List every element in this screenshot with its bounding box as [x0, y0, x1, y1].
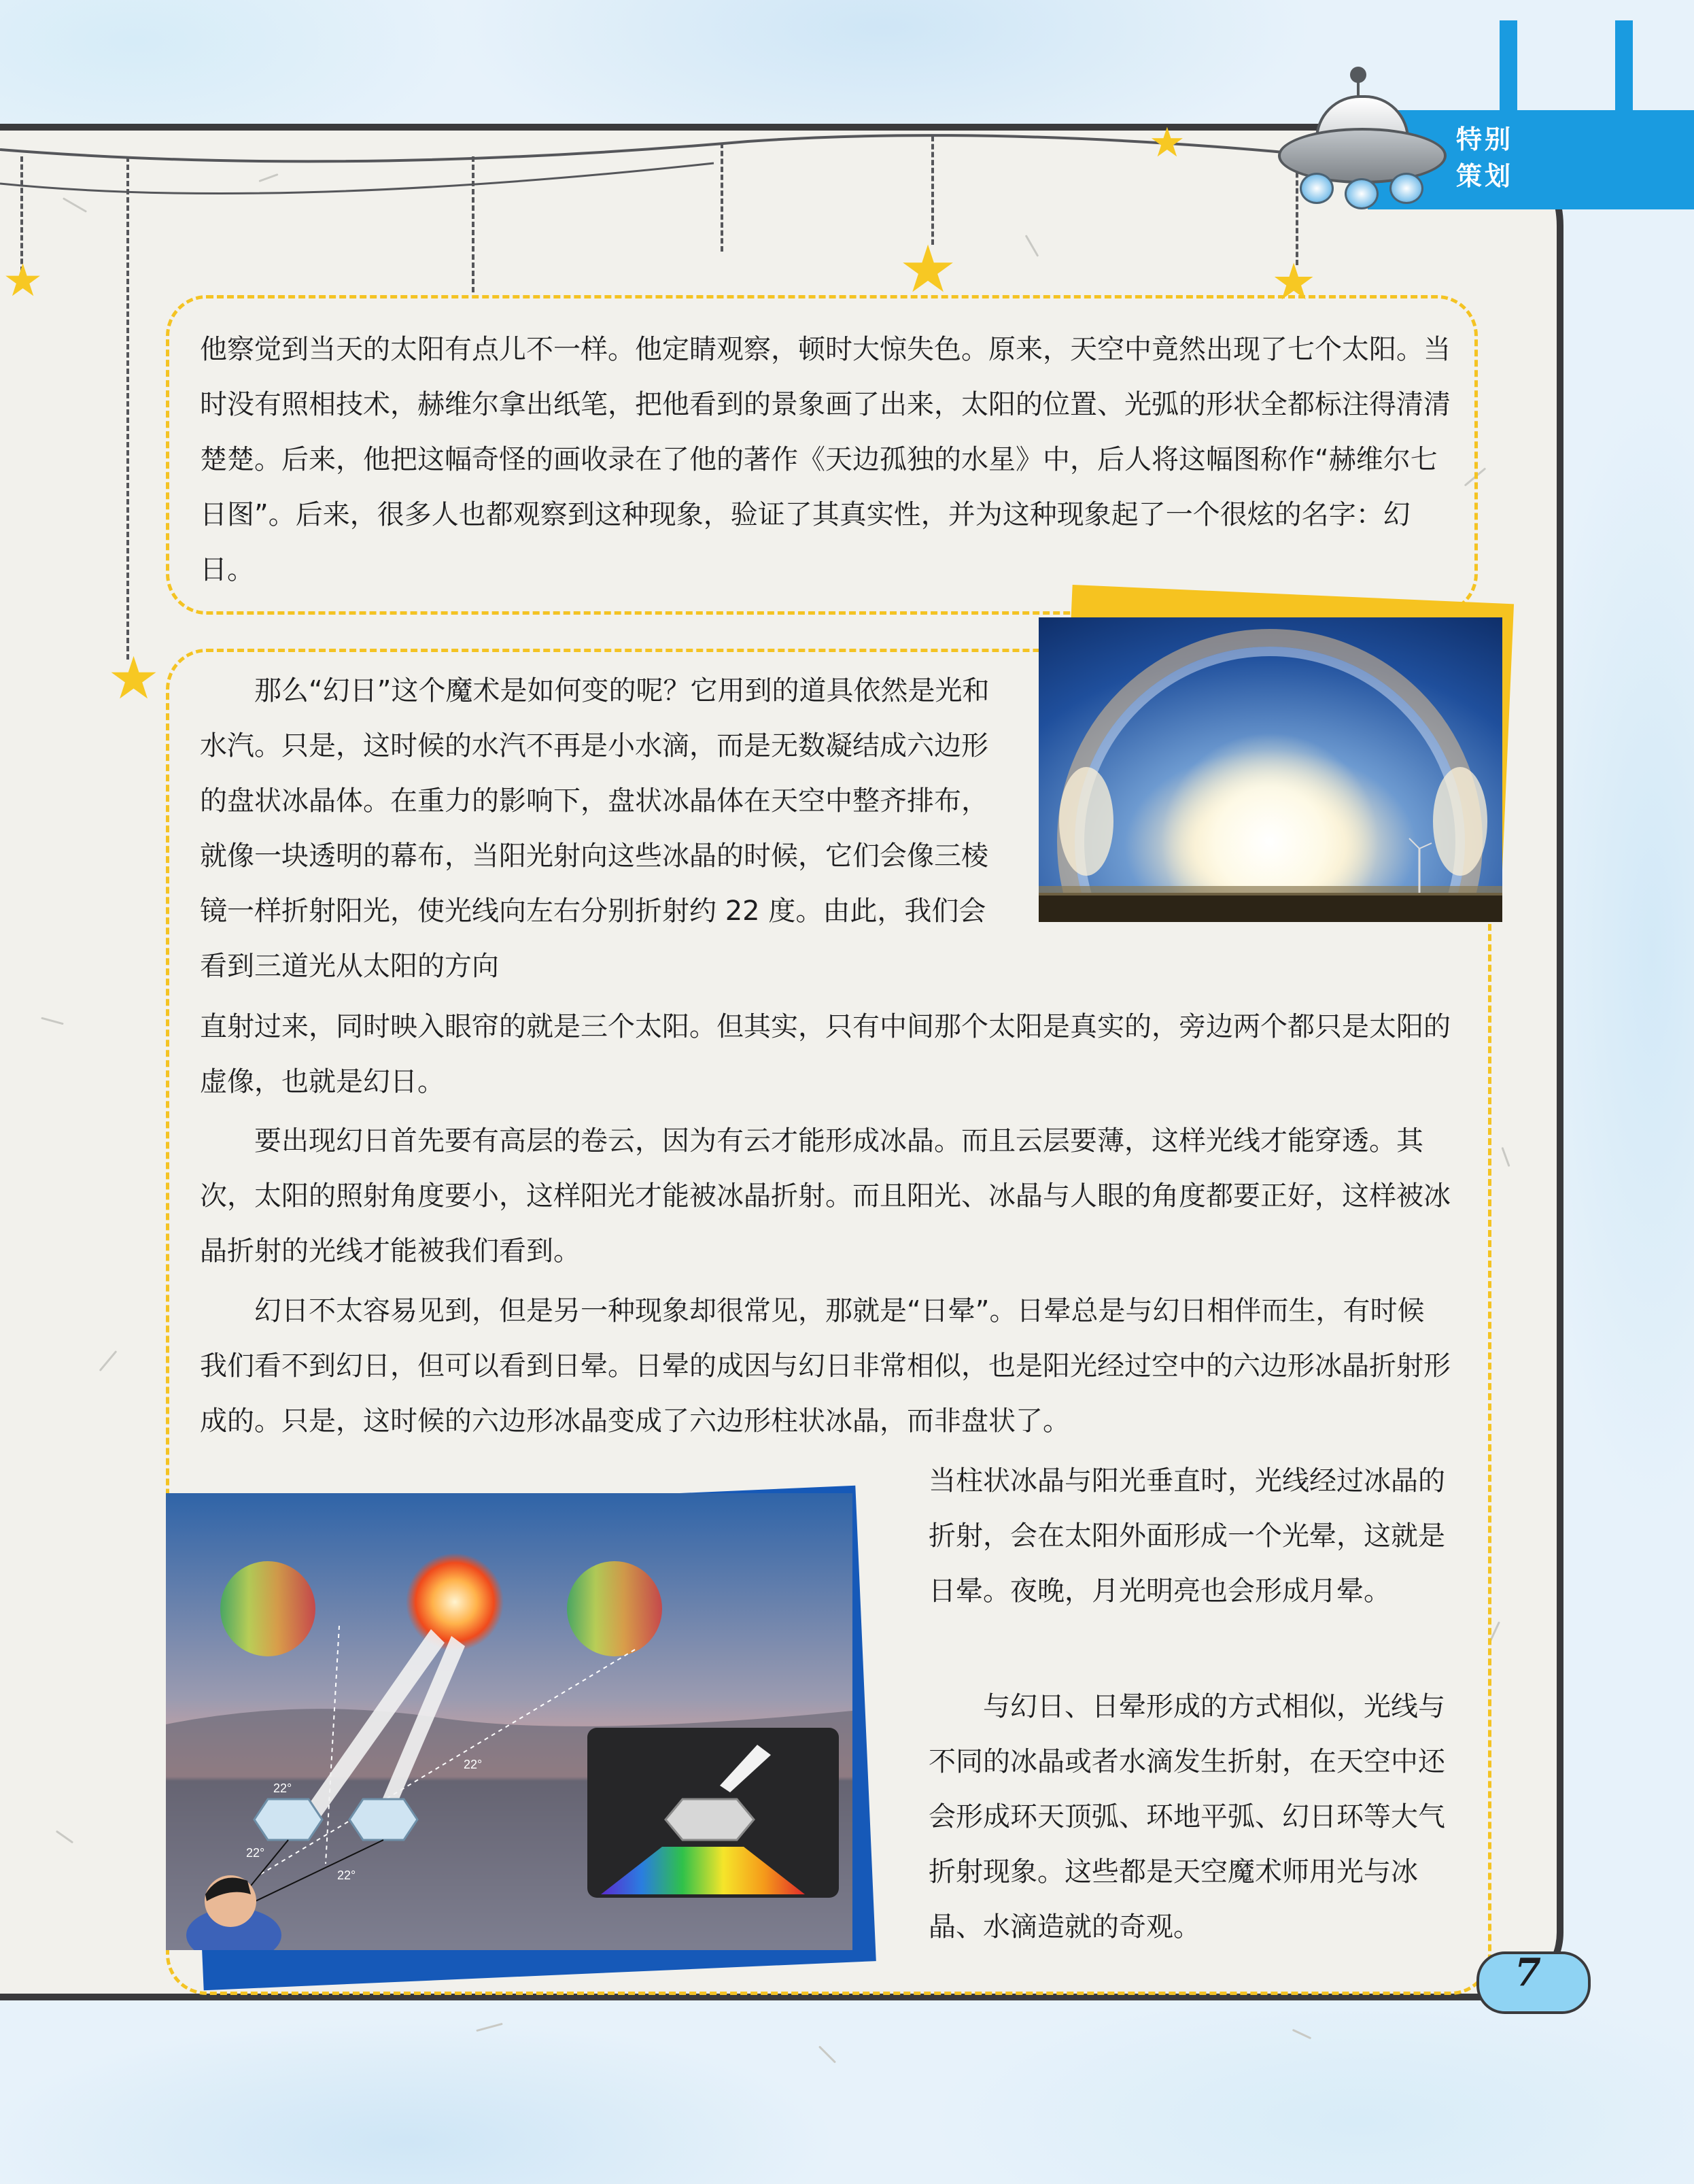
paragraph-conditions: 要出现幻日首先要有高层的卷云，因为有云才能形成冰晶。而且云层要薄，这样光线才能穿透。其次，太阳的照射角度要小，这样阳光才能被冰晶折射。而且阳光、冰晶与人眼的角度都要正好，这样被冰晶折射的光线才能被我们看到。 [200, 1125, 1451, 1267]
section-tab-line2: 策划 [1456, 161, 1514, 191]
star-icon: ★ [3, 254, 44, 307]
refraction-diagram-frame [166, 1493, 873, 1990]
paragraph-column: 当柱状冰晶与阳光垂直时，光线经过冰晶的折射，会在太阳外面形成一个光晕，这就是日晕。夜晚，月光明亮也会形成月晕。 [929, 1465, 1445, 1607]
star-icon: ★ [1149, 119, 1186, 167]
page-number: 7 [1515, 1950, 1541, 1995]
angle-label: 22° [273, 1781, 292, 1795]
sundog-photo-frame [1039, 601, 1515, 921]
section-tab-line1: 特别 [1456, 124, 1514, 154]
tab-rail-right [1615, 20, 1633, 116]
star-icon: ★ [107, 645, 160, 713]
star-icon: ★ [899, 231, 958, 307]
sundog-photo [1039, 617, 1502, 922]
paragraph-intro: 他察觉到当天的太阳有点儿不一样。他定睛观察，顿时大惊失色。原来，天空中竟然出现了七个太阳。当时没有照相技术，赫维尔拿出纸笔，把他看到的景象画了出来，太阳的位置、光弧的形状全都标注得清清楚楚。后来，他把这幅奇怪的画收录在了他的著作《天边孤独的水星》中，后人将这幅图称作“赫维尔七日图”。后来，很多人也都观察到这种现象，验证了其真实性，并为这种现象起了一个很炫的名字：幻日。 [200, 334, 1451, 585]
paragraph-halo: 幻日不太容易见到，但是另一种现象却很常见，那就是“日晕”。日晕总是与幻日相伴而生，有时候我们看不到幻日，但可以看到日晕。日晕的成因与幻日非常相似，也是阳光经过空中的六边形冰晶折射形成的。只是，这时候的六边形冰晶变成了六边形柱状冰晶，而非盘状了。 [200, 1295, 1451, 1437]
paragraph-magic-a: 那么“幻日”这个魔术是如何变的呢？它用到的道具依然是光和水汽。只是，这时候的水汽不再是小水滴，而是无数凝结成六边形的盘状冰晶体。在重力的影响下，盘状冰晶体在天空中整齐排布，就像一块透明的幕布，当阳光射向这些冰晶的时候，它们会像三棱镜一样折射阳光，使光线向左右分别折射约 22 度。由此，我们会看到三道光从太阳的方向 [200, 675, 990, 982]
angle-label: 22° [464, 1758, 483, 1771]
refraction-diagram [166, 1493, 852, 1950]
star-icon: ★ [1271, 253, 1317, 311]
tab-rail-left [1500, 20, 1517, 116]
paragraph-final: 与幻日、日晕形成的方式相似，光线与不同的冰晶或者水滴发生折射，在天空中还会形成环天顶弧、环地平弧、幻日环等大气折射现象。这些都是天空魔术师用光与冰晶、水滴造就的奇观。 [929, 1691, 1445, 1943]
angle-label: 22° [246, 1846, 265, 1860]
bunting-lines-svg [0, 119, 1428, 218]
paragraph-magic-b: 直射过来，同时映入眼帘的就是三个太阳。但其实，只有中间那个太阳是真实的，旁边两个都只是太阳的虚像，也就是幻日。 [200, 1011, 1451, 1097]
angle-label: 22° [337, 1869, 356, 1882]
